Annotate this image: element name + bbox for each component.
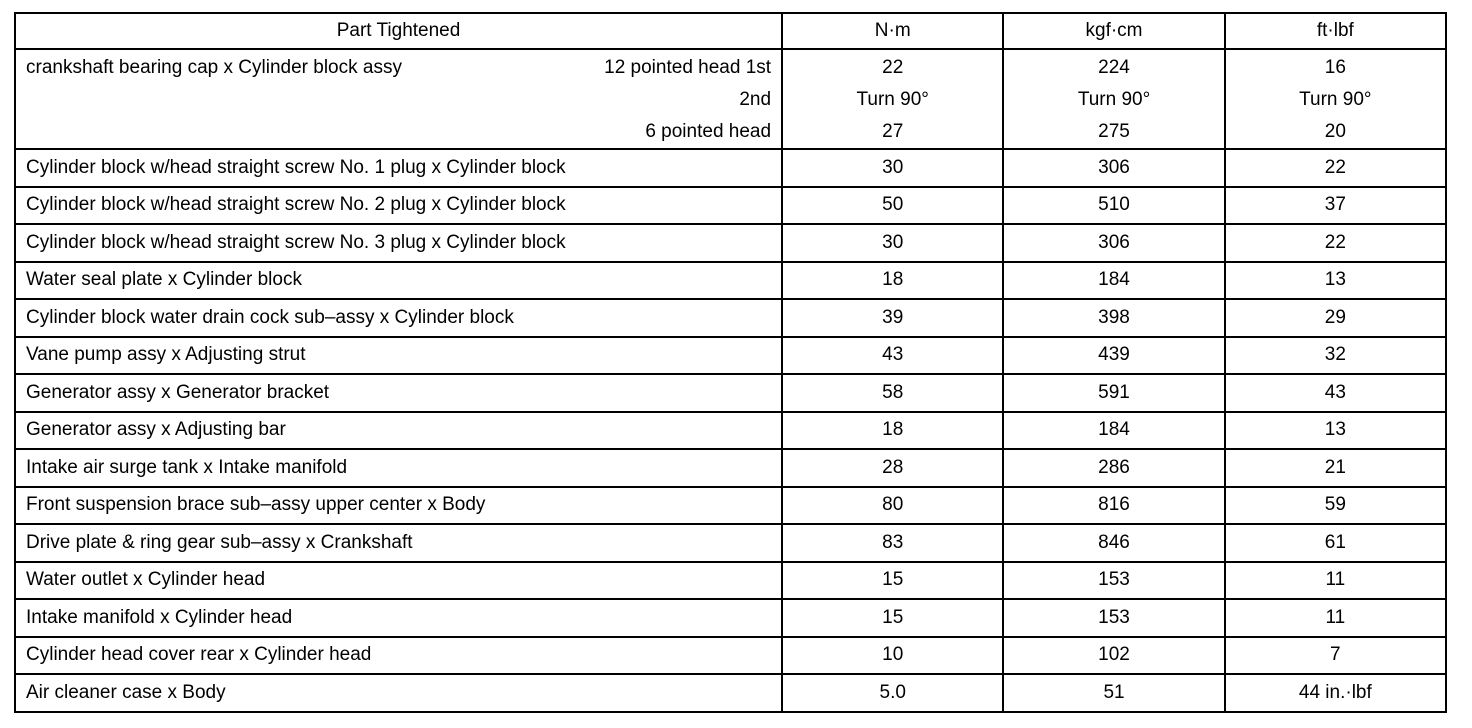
kgfcm-value: 184 — [1003, 412, 1224, 450]
ftlbf-value: 59 — [1225, 487, 1446, 525]
ftlbf-value: 16 — [1324, 57, 1346, 78]
part-name: Vane pump assy x Adjusting strut — [15, 337, 782, 375]
ftlbf-cell — [1225, 49, 1446, 149]
nm-value: 30 — [782, 149, 1003, 187]
kgfcm-cell — [1003, 49, 1224, 149]
table-row — [15, 599, 1446, 637]
ftlbf-value: 21 — [1225, 449, 1446, 487]
part-name: Intake manifold x Cylinder head — [15, 599, 782, 637]
kgfcm-value: 306 — [1003, 149, 1224, 187]
part-name: Generator assy x Adjusting bar — [15, 412, 782, 450]
step-label: 2nd — [739, 89, 772, 110]
header-nm: N·m — [782, 13, 1003, 49]
table-row — [15, 224, 1446, 262]
ftlbf-value: 11 — [1225, 562, 1446, 600]
table-row — [15, 562, 1446, 600]
kgfcm-value: 398 — [1003, 299, 1224, 337]
kgfcm-value: 153 — [1003, 599, 1224, 637]
ftlbf-value: 13 — [1225, 262, 1446, 300]
part-name: Cylinder block water drain cock sub–assy x Cylinder block — [15, 299, 782, 337]
part-name: Water outlet x Cylinder head — [15, 562, 782, 600]
nm-value: 43 — [782, 337, 1003, 375]
nm-value: 22 — [882, 57, 904, 78]
header-row — [15, 13, 1446, 49]
ftlbf-value: 43 — [1225, 374, 1446, 412]
table-row — [15, 412, 1446, 450]
ftlbf-value: 44 in.·lbf — [1225, 674, 1446, 712]
ftlbf-value: 22 — [1225, 149, 1446, 187]
part-name: Intake air surge tank x Intake manifold — [15, 449, 782, 487]
ftlbf-value: 29 — [1225, 299, 1446, 337]
ftlbf-value: 13 — [1225, 412, 1446, 450]
kgfcm-value: 510 — [1003, 187, 1224, 225]
kgfcm-value: 102 — [1003, 637, 1224, 675]
table-row — [15, 299, 1446, 337]
nm-value: 15 — [782, 599, 1003, 637]
header-part-tightened: Part Tightened — [15, 13, 782, 49]
header-kgfcm: kgf·cm — [1003, 13, 1224, 49]
nm-value: 18 — [782, 262, 1003, 300]
kgfcm-value: 224 — [1098, 57, 1130, 78]
part-cell — [15, 49, 782, 149]
nm-value: 18 — [782, 412, 1003, 450]
nm-value: 30 — [782, 224, 1003, 262]
kgfcm-value: 816 — [1003, 487, 1224, 525]
part-name: Front suspension brace sub–assy upper center x Body — [15, 487, 782, 525]
header-ftlbf: ft·lbf — [1225, 13, 1446, 49]
table-row — [15, 262, 1446, 300]
ftlbf-value: 11 — [1225, 599, 1446, 637]
nm-value: 80 — [782, 487, 1003, 525]
table-row — [15, 374, 1446, 412]
part-name: Drive plate & ring gear sub–assy x Crankshaft — [15, 524, 782, 562]
part-name: Cylinder block w/head straight screw No. 1 plug x Cylinder block — [15, 149, 782, 187]
kgfcm-value: 439 — [1003, 337, 1224, 375]
nm-value: 5.0 — [782, 674, 1003, 712]
part-name: Generator assy x Generator bracket — [15, 374, 782, 412]
torque-spec-table — [14, 12, 1447, 713]
nm-value: Turn 90° — [856, 89, 929, 110]
table-row — [15, 674, 1446, 712]
part-name: crankshaft bearing cap x Cylinder block assy — [26, 57, 402, 78]
nm-value: 28 — [782, 449, 1003, 487]
nm-value: 58 — [782, 374, 1003, 412]
table-row — [15, 487, 1446, 525]
kgfcm-value: 51 — [1003, 674, 1224, 712]
nm-value: 50 — [782, 187, 1003, 225]
part-name: Cylinder block w/head straight screw No. 2 plug x Cylinder block — [15, 187, 782, 225]
table-row — [15, 149, 1446, 187]
ftlbf-value: 37 — [1225, 187, 1446, 225]
nm-value: 83 — [782, 524, 1003, 562]
ftlbf-value: 20 — [1324, 121, 1346, 142]
kgfcm-value: 591 — [1003, 374, 1224, 412]
part-name: Water seal plate x Cylinder block — [15, 262, 782, 300]
kgfcm-value: 275 — [1098, 121, 1130, 142]
step-label: 6 pointed head — [645, 121, 772, 142]
ftlbf-value: 32 — [1225, 337, 1446, 375]
step-label: 12 pointed head 1st — [604, 57, 772, 78]
kgfcm-value: 184 — [1003, 262, 1224, 300]
nm-value: 39 — [782, 299, 1003, 337]
kgfcm-value: 286 — [1003, 449, 1224, 487]
table-row — [15, 187, 1446, 225]
ftlbf-value: 61 — [1225, 524, 1446, 562]
kgfcm-value: Turn 90° — [1077, 89, 1151, 110]
ftlbf-value: 7 — [1225, 637, 1446, 675]
table-row — [15, 637, 1446, 675]
table-row — [15, 524, 1446, 562]
kgfcm-value: 306 — [1003, 224, 1224, 262]
part-name: Cylinder head cover rear x Cylinder head — [15, 637, 782, 675]
table-row — [15, 449, 1446, 487]
kgfcm-value: 846 — [1003, 524, 1224, 562]
part-name: Air cleaner case x Body — [15, 674, 782, 712]
ftlbf-value: 22 — [1225, 224, 1446, 262]
ftlbf-value: Turn 90° — [1299, 89, 1372, 110]
table-row-crankshaft-bearing-cap — [15, 49, 1446, 149]
nm-cell — [782, 49, 1003, 149]
nm-value: 10 — [782, 637, 1003, 675]
table-row — [15, 337, 1446, 375]
nm-value: 15 — [782, 562, 1003, 600]
part-name: Cylinder block w/head straight screw No. 3 plug x Cylinder block — [15, 224, 782, 262]
nm-value: 27 — [882, 121, 904, 142]
kgfcm-value: 153 — [1003, 562, 1224, 600]
